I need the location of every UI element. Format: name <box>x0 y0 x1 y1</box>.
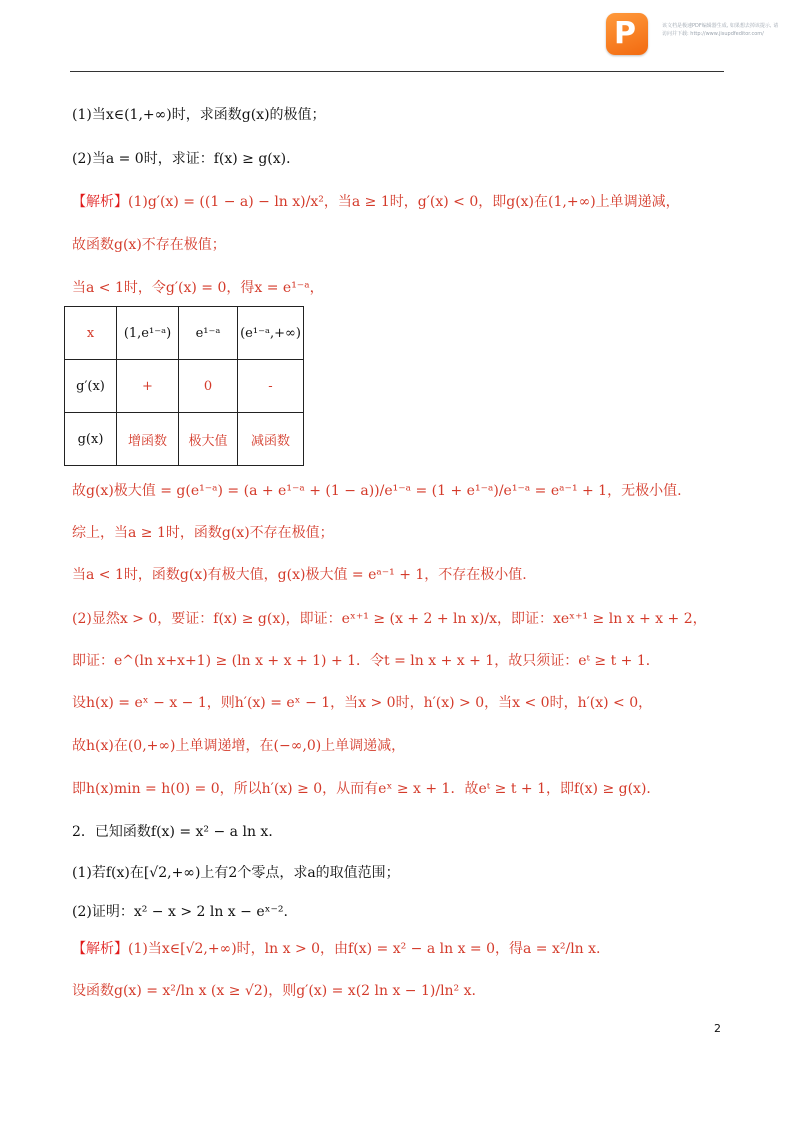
pdf-editor-logo <box>606 13 648 55</box>
line-text: 2．已知函数f(x) = x² − a ln x． <box>72 824 283 840</box>
line-text: (1)当x∈[√2,+∞)时，ln x > 0，由f(x) = x² − a ln x = 0，得a = x²/ln x. <box>128 941 601 957</box>
table-cell: (1,e¹⁻ᵃ) <box>117 307 179 360</box>
line-text: (2)当a = 0时，求证：f(x) ≥ g(x)． <box>72 151 301 167</box>
page-number: 2 <box>714 1022 721 1035</box>
table-cell: 极大值 <box>179 413 238 466</box>
text-line <box>72 150 300 168</box>
text-line <box>72 279 324 297</box>
text-line <box>72 524 334 542</box>
text-line <box>72 737 405 755</box>
line-text: (1)若f(x)在[√2,+∞)上有2个零点，求a的取值范围； <box>72 865 400 881</box>
table-cell: 0 <box>179 360 238 413</box>
text-line <box>72 903 288 921</box>
analysis-tag: 【解析】 <box>72 194 128 210</box>
table-row <box>65 360 304 413</box>
table-cell: (e¹⁻ᵃ,+∞) <box>238 307 304 360</box>
text-line <box>72 652 660 670</box>
table-cell: - <box>238 360 304 413</box>
table-cell: x <box>65 307 117 360</box>
line-text: 设h(x) = eˣ − x − 1，则h′(x) = eˣ − 1，当x > 0时，h′(x) > 0，当x < 0时，h′(x) < 0， <box>72 695 653 711</box>
table-cell: g′(x) <box>65 360 117 413</box>
line-text: (1)当x∈(1,+∞)时，求函数g(x)的极值； <box>72 107 326 123</box>
table-cell: + <box>117 360 179 413</box>
line-text: 即h(x)min = h(0) = 0，所以h′(x) ≥ 0，从而有eˣ ≥ x + 1．故eᵗ ≥ t + 1，即f(x) ≥ g(x)． <box>72 781 661 797</box>
text-line <box>72 864 400 882</box>
text-line <box>72 566 527 584</box>
text-line <box>72 106 326 124</box>
line-text: 当a < 1时，令g′(x) = 0，得x = e¹⁻ᵃ， <box>72 280 324 296</box>
text-line <box>72 236 226 254</box>
table-row <box>65 307 304 360</box>
text-line <box>72 193 680 211</box>
variation-table <box>64 306 304 466</box>
table-cell: g(x) <box>65 413 117 466</box>
table-cell: 增函数 <box>117 413 179 466</box>
line-text: 故函数g(x)不存在极值； <box>72 237 226 253</box>
line-text: 故g(x)极大值 = g(e¹⁻ᵃ) = (a + e¹⁻ᵃ + (1 − a))/e¹⁻ᵃ = (1 + e¹⁻ᵃ)/e¹⁻ᵃ = eᵃ⁻¹ + 1，无极小值. <box>72 483 682 499</box>
table-row <box>65 413 304 466</box>
line-text: 设函数g(x) = x²/ln x (x ≥ √2)，则g′(x) = x(2 ln x − 1)/ln² x. <box>72 983 476 999</box>
logo-letter: P <box>614 16 636 51</box>
line-text: (1)g′(x) = ((1 − a) − ln x)/x²，当a ≥ 1时，g′(x) < 0，即g(x)在(1,+∞)上单调递减， <box>128 194 680 210</box>
header-notice: 该文档是极速PDF编辑器生成, 如果想去掉该提示, 请访问并下载: http://www.jisupdfeditor.com/ <box>662 23 779 37</box>
text-line <box>72 780 660 798</box>
text-line <box>72 694 652 712</box>
line-text: 当a < 1时，函数g(x)有极大值，g(x)极大值 = eᵃ⁻¹ + 1，不存在极小值. <box>72 567 527 583</box>
table-cell: 减函数 <box>238 413 304 466</box>
text-line <box>72 823 282 841</box>
analysis-tag: 【解析】 <box>72 941 128 957</box>
text-line <box>72 610 707 628</box>
header-divider <box>70 71 724 72</box>
text-line <box>72 940 601 958</box>
line-text: 即证：e^(ln x+x+1) ≥ (ln x + x + 1) + 1．令t = ln x + x + 1，故只须证：eᵗ ≥ t + 1． <box>72 653 660 669</box>
table-cell: e¹⁻ᵃ <box>179 307 238 360</box>
line-text: (2)显然x > 0，要证：f(x) ≥ g(x)，即证：eˣ⁺¹ ≥ (x + 2 + ln x)/x，即证：xeˣ⁺¹ ≥ ln x + x + 2， <box>72 611 707 627</box>
line-text: (2)证明：x² − x > 2 ln x − eˣ⁻². <box>72 904 288 920</box>
line-text: 综上，当a ≥ 1时，函数g(x)不存在极值； <box>72 525 334 541</box>
line-text: 故h(x)在(0,+∞)上单调递增，在(−∞,0)上单调递减， <box>72 738 406 754</box>
text-line <box>72 982 476 1000</box>
text-line <box>72 482 682 500</box>
